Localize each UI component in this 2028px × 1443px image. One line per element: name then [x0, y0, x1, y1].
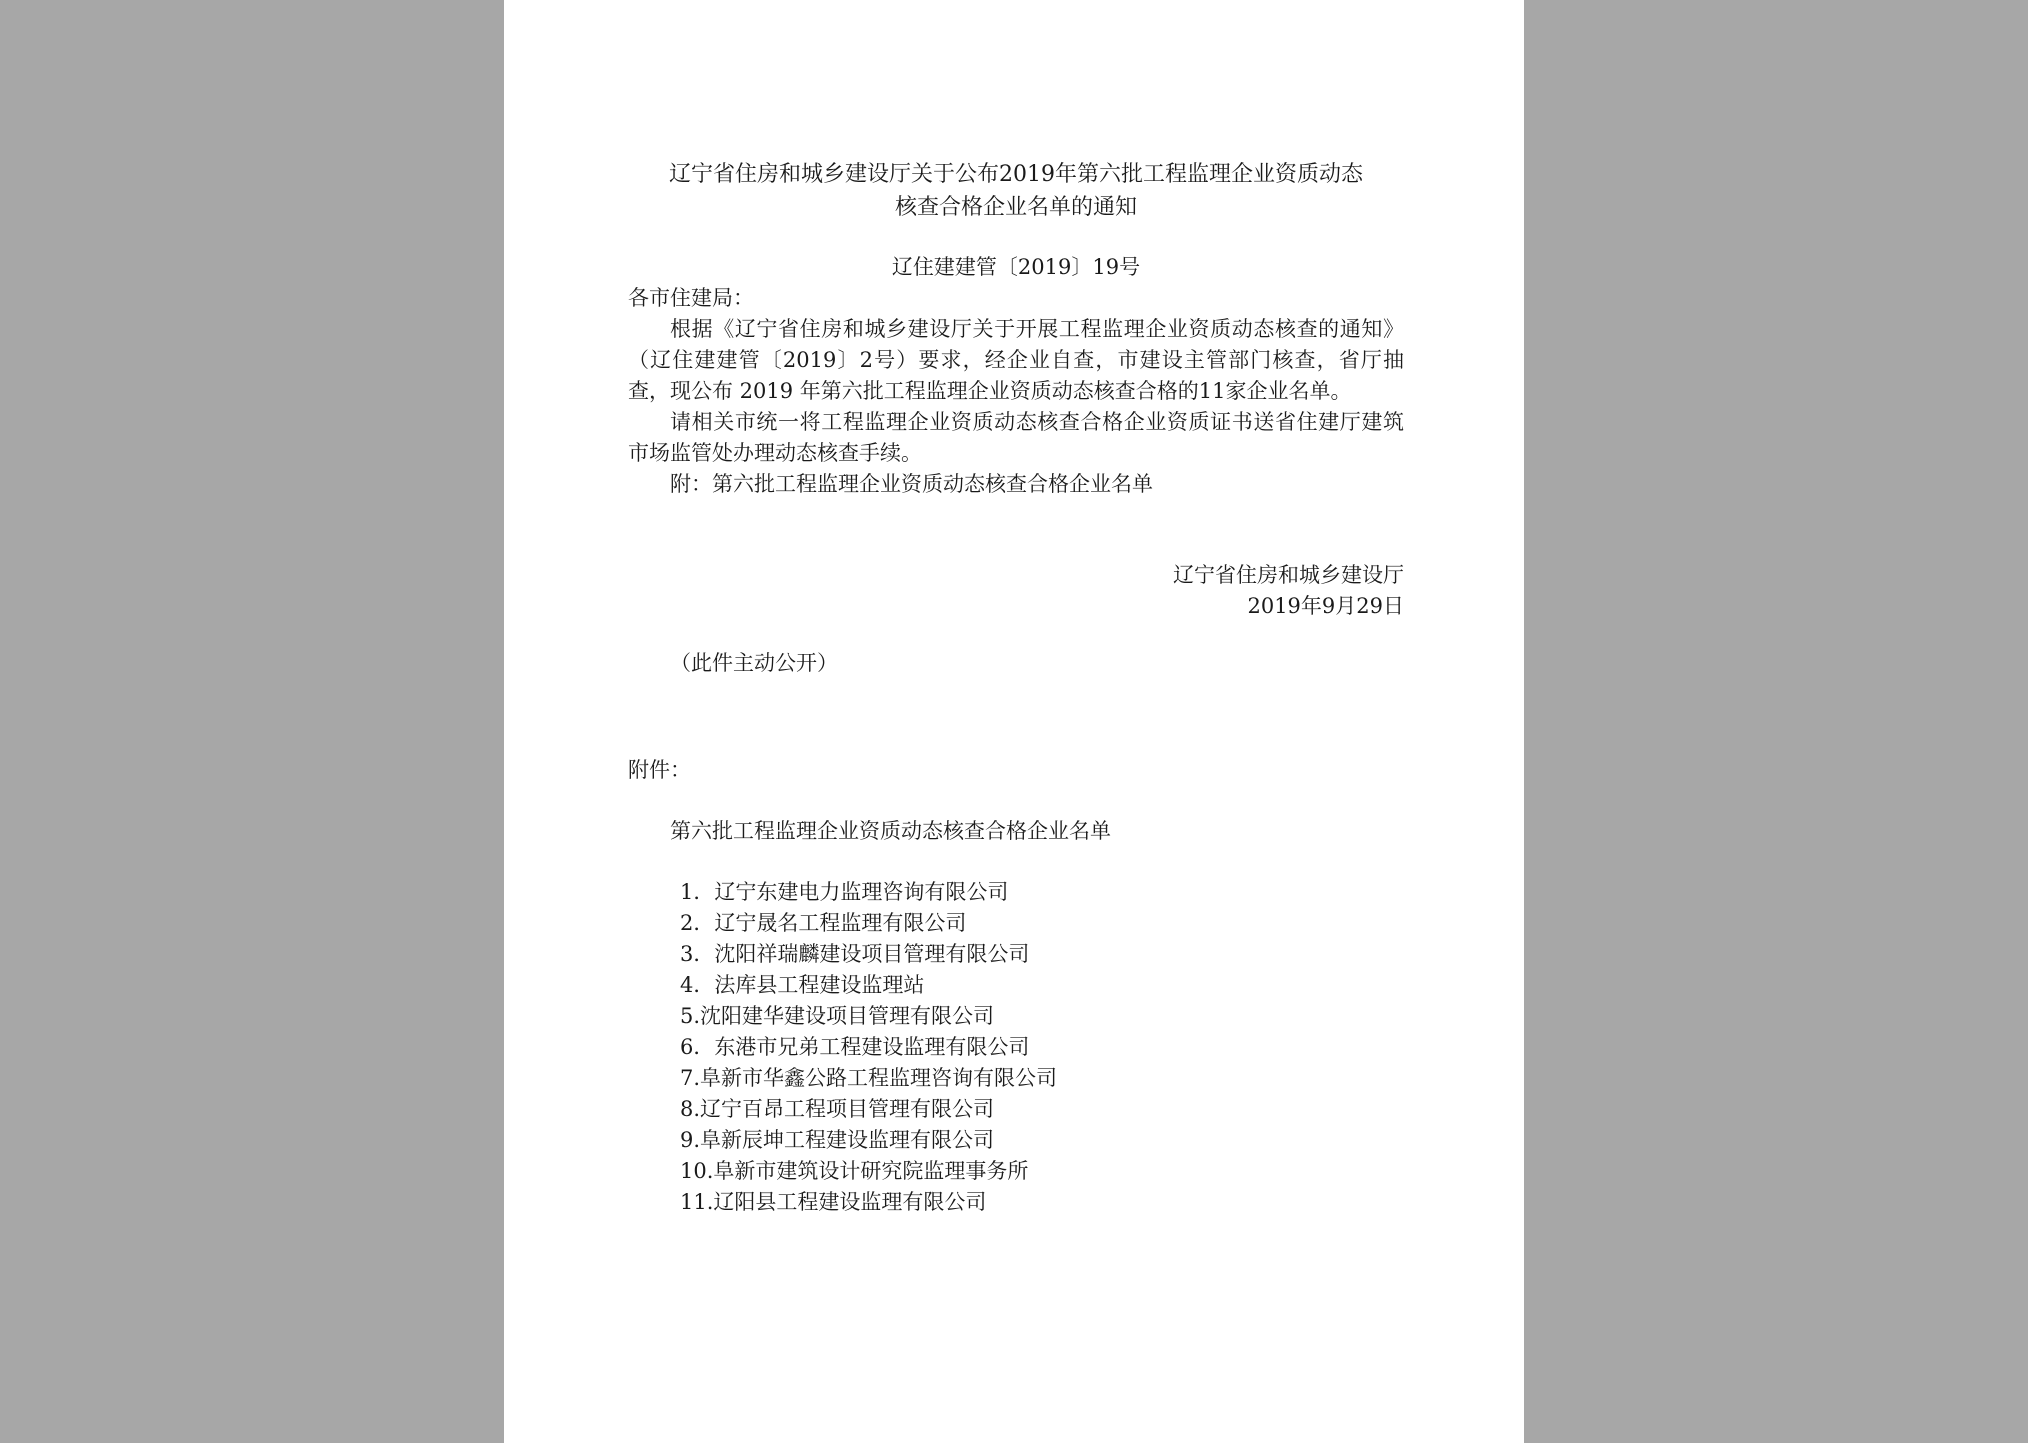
- issue-date: 2019年9月29日: [1247, 594, 1404, 618]
- list-item: 6．东港市兄弟工程建设监理有限公司: [680, 1035, 1030, 1059]
- document-number: 辽住建建管〔2019〕19号: [891, 255, 1141, 279]
- title-line-1: 辽宁省住房和城乡建设厅关于公布2019年第六批工程监理企业资质动态: [669, 162, 1363, 187]
- document-body: [628, 158, 1404, 1218]
- title-line-2: 核查合格企业名单的通知: [894, 195, 1137, 220]
- issuer: 辽宁省住房和城乡建设厅: [1173, 563, 1404, 587]
- list-item: 3．沈阳祥瑞麟建设项目管理有限公司: [680, 942, 1030, 966]
- document-title: [628, 158, 1404, 224]
- list-item: 10.阜新市建筑设计研究院监理事务所: [680, 1159, 1029, 1183]
- list-item: 4．法库县工程建设监理站: [680, 973, 925, 997]
- document-page: [504, 0, 1524, 1443]
- company-list: [628, 877, 1404, 1218]
- list-item: 7.阜新市华鑫公路工程监理咨询有限公司: [680, 1066, 1058, 1090]
- list-title: 第六批工程监理企业资质动态核查合格企业名单: [670, 819, 1111, 843]
- paragraph-2: 请相关市统一将工程监理企业资质动态核查合格企业资质证书送省住建厅建筑市场监管处办理动态核查手续。: [628, 410, 1404, 465]
- list-item: 8.辽宁百昂工程项目管理有限公司: [680, 1097, 995, 1121]
- public-note: （此件主动公开）: [670, 651, 838, 675]
- list-item: 2．辽宁晟名工程监理有限公司: [680, 911, 967, 935]
- list-item: 1．辽宁东建电力监理咨询有限公司: [680, 880, 1009, 904]
- annex-label: 附件：: [628, 758, 691, 782]
- paragraph-1: 根据《辽宁省住房和城乡建设厅关于开展工程监理企业资质动态核查的通知》（辽住建建管〔2019〕2号）要求，经企业自查，市建设主管部门核查，省厅抽查，现公布 2019 年第六批工程监理企业资质动态核查合格的11家企业名单。: [628, 317, 1404, 403]
- list-item: 5.沈阳建华建设项目管理有限公司: [680, 1004, 995, 1028]
- list-item: 9.阜新辰坤工程建设监理有限公司: [680, 1128, 995, 1152]
- salutation: 各市住建局：: [628, 286, 754, 310]
- list-item: 11.辽阳县工程建设监理有限公司: [680, 1190, 987, 1214]
- attachment-note: 附：第六批工程监理企业资质动态核查合格企业名单: [670, 472, 1153, 496]
